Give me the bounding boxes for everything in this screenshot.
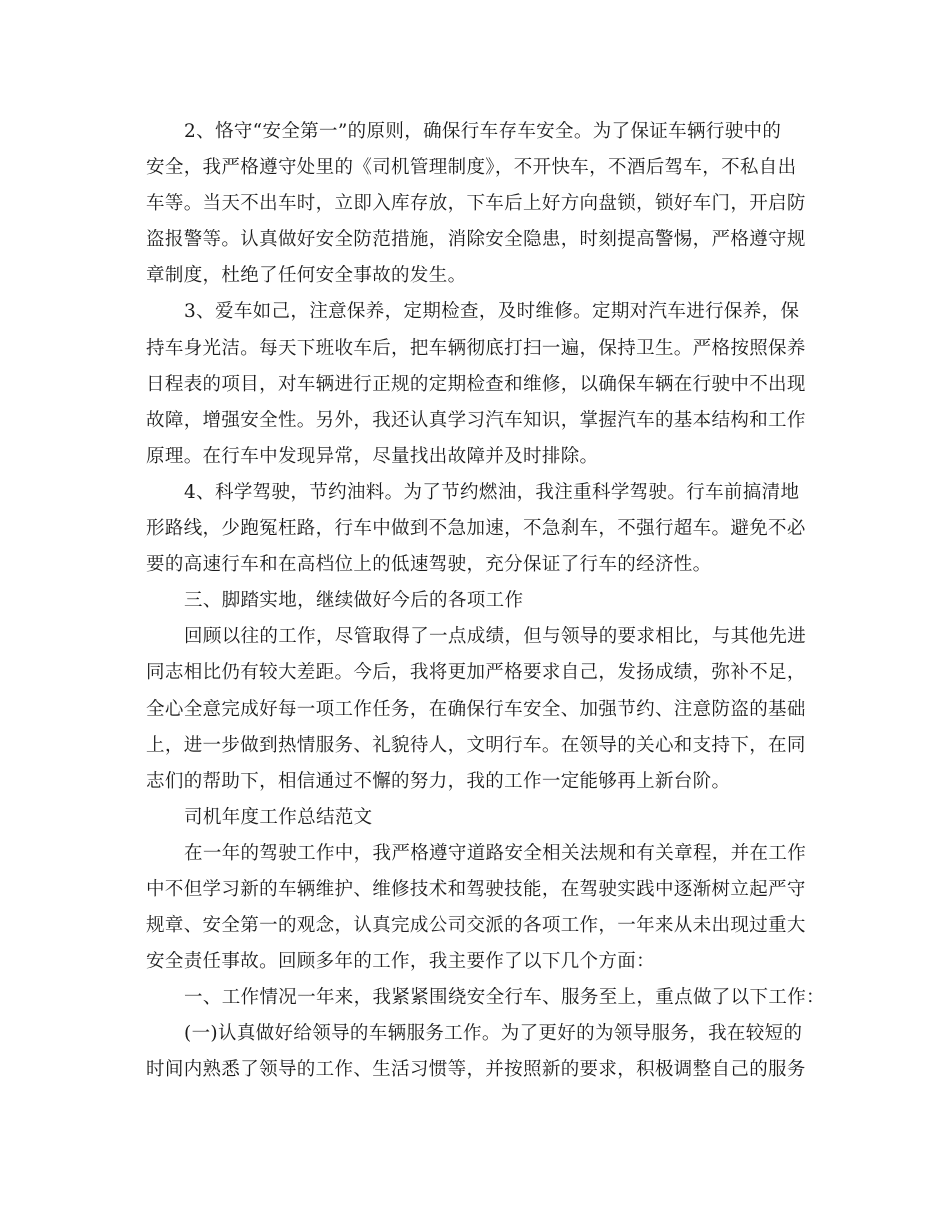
paragraph-line: 要的高速行车和在高档位上的低速驾驶，充分保证了行车的经济性。	[146, 554, 712, 576]
paragraph-line: 盗报警等。认真做好安全防范措施，消除安全隐患，时刻提高警惕，严格遵守规	[146, 229, 806, 251]
paragraph-first-line: 4、科学驾驶，节约油料。为了节约燃油，我注重科学驾驶。行车前搞清地	[184, 481, 800, 503]
paragraph-line: 全心全意完成好每一项工作任务，在确保行车安全、加强节约、注意防盗的基础	[146, 698, 806, 720]
paragraph-line: 持车身光洁。每天下班收车后，把车辆彻底打扫一遍，保持卫生。严格按照保养	[146, 337, 806, 359]
paragraph-line: 中不但学习新的车辆维护、维修技术和驾驶技能，在驾驶实践中逐渐树立起严守	[146, 878, 806, 900]
paragraph-line: 原理。在行车中发现异常，尽量找出故障并及时排除。	[146, 445, 599, 467]
paragraph-line: 规章、安全第一的观念，认真完成公司交派的各项工作，一年来从未出现过重大	[146, 915, 806, 937]
paragraph-line: 时间内熟悉了领导的工作、生活习惯等，并按照新的要求，积极调整自己的服务	[146, 1059, 806, 1081]
document-body	[146, 114, 825, 1089]
paragraph-line: 上，进一步做到热情服务、礼貌待人，文明行车。在领导的关心和支持下，在同	[146, 734, 806, 756]
paragraph-line: 章制度，杜绝了任何安全事故的发生。	[146, 265, 467, 287]
paragraph-first-line: 3、爱车如己，注意保养，定期检查，及时维修。定期对汽车进行保养，保	[184, 301, 800, 323]
paragraph-line: 形路线，少跑冤枉路，行车中做到不急加速，不急刹车，不强行超车。避免不必	[146, 518, 806, 540]
paragraph-first-line: 司机年度工作总结范文	[184, 806, 373, 828]
paragraph-line: 志们的帮助下，相信通过不懈的努力，我的工作一定能够再上新台阶。	[146, 770, 731, 792]
paragraph-line: 车等。当天不出车时，立即入库存放，下车后上好方向盘锁，锁好车门，开启防	[146, 193, 806, 215]
paragraph-line: 日程表的项目，对车辆进行正规的定期检查和维修，以确保车辆在行驶中不出现	[146, 373, 806, 395]
paragraph-line: 安全，我严格遵守处里的《司机管理制度》，不开快车，不酒后驾车，不私自出	[146, 157, 797, 179]
paragraph-first-line: 一、工作情况一年来，我紧紧围绕安全行车、服务至上，重点做了以下工作：	[184, 987, 825, 1009]
paragraph-first-line: 回顾以往的工作，尽管取得了一点成绩，但与领导的要求相比，与其他先进	[184, 626, 807, 648]
paragraph-line: 同志相比仍有较大差距。今后，我将更加严格要求自己，发扬成绩，弥补不足，	[146, 662, 806, 684]
paragraph-first-line: 2、恪守“安全第一”的原则，确保行车存车安全。为了保证车辆行驶中的	[184, 121, 782, 142]
paragraph-first-line: 三、脚踏实地，继续做好今后的各项工作	[184, 590, 524, 612]
paragraph-line: 故障，增强安全性。另外，我还认真学习汽车知识，掌握汽车的基本结构和工作	[146, 409, 806, 431]
paragraph-first-line: 在一年的驾驶工作中，我严格遵守道路安全相关法规和有关章程，并在工作	[184, 842, 807, 864]
paragraph-first-line: (一)认真做好给领导的车辆服务工作。为了更好的为领导服务，我在较短的	[184, 1023, 803, 1045]
paragraph-line: 安全责任事故。回顾多年的工作，我主要作了以下几个方面：	[146, 951, 655, 973]
